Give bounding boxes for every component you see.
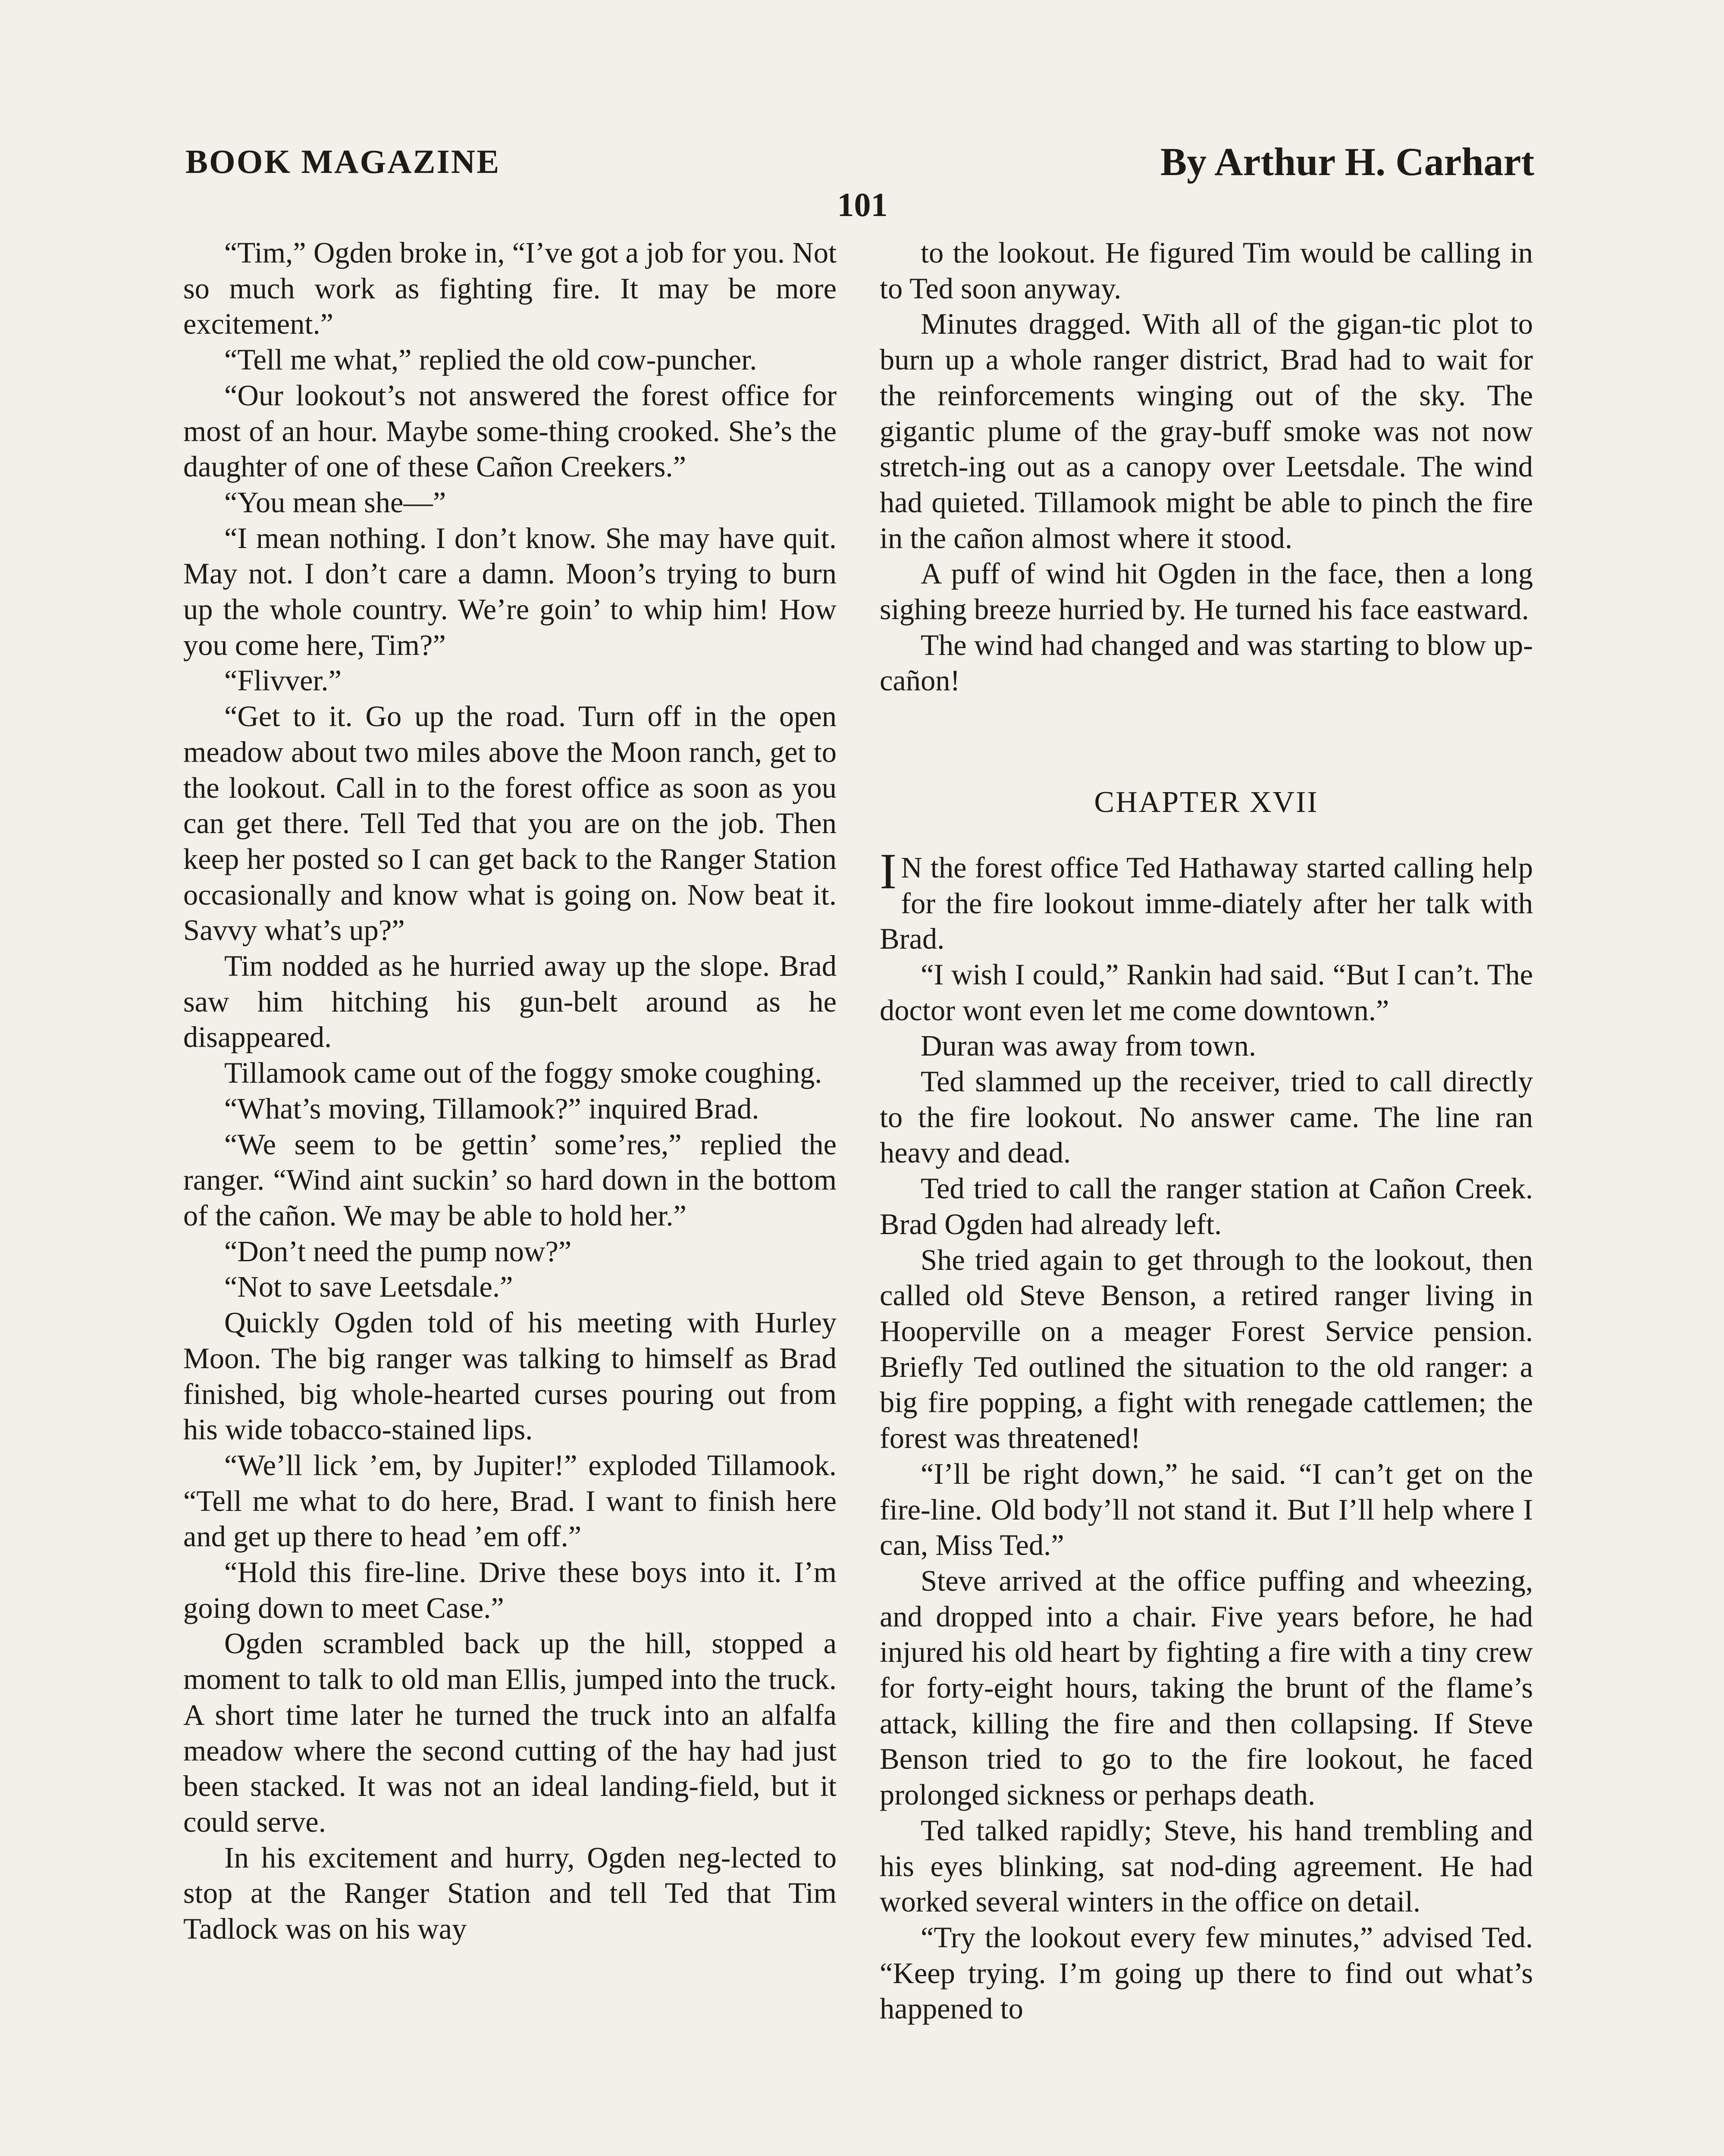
paragraph: “Don’t need the pump now?” <box>224 1235 572 1268</box>
paragraph: “We seem to be gettin’ some’res,” replied the ranger. “Wind aint suckin’ so hard down in the bottom of the cañon. We may be able to hold her.” <box>183 1128 837 1232</box>
paragraph: Minutes dragged. With all of the gigan-tic plot to burn up a whole ranger district, Brad had to wait for the reinforcements winging out of the sky. The gigantic plume of the gray-buff smoke was not now stretch-ing out as a canopy over Leetsdale. The wind had quieted. Tillamook might be able to pinch the fire in the cañon almost where it stood. <box>880 307 1533 555</box>
paragraph: “I wish I could,” Rankin had said. “But I can’t. The doctor wont even let me come downtown.” <box>880 958 1533 1027</box>
paragraph: Ogden scrambled back up the hill, stopped a moment to talk to old man Ellis, jumped into the truck. A short time later he turned the truck into an alfalfa meadow where the second cutting of the hay had just been stacked. It was not an ideal landing-field, but it could serve. <box>183 1627 837 1838</box>
paragraph: Ted talked rapidly; Steve, his hand trembling and his eyes blinking, sat nod-ding agreement. He had worked several winters in the office on detail. <box>880 1814 1533 1918</box>
paragraph: “What’s moving, Tillamook?” inquired Brad. <box>224 1092 759 1125</box>
paragraph: “Hold this fire-line. Drive these boys into it. I’m going down to meet Case.” <box>183 1556 837 1624</box>
paragraph: A puff of wind hit Ogden in the face, then a long sighing breeze hurried by. He turned his face eastward. <box>880 557 1533 626</box>
paragraph: Ted slammed up the receiver, tried to call directly to the fire lookout. No answer came. The line ran heavy and dead. <box>880 1065 1533 1169</box>
chapter-opening-text: N the forest office Ted Hathaway started calling help for the fire lookout imme-diately after her talk with Brad. <box>880 851 1533 956</box>
paragraph: The wind had changed and was starting to blow up-cañon! <box>880 628 1533 697</box>
author-byline: By Arthur H. Carhart <box>1160 140 1534 184</box>
paragraph: “I mean nothing. I don’t know. She may have quit. May not. I don’t care a damn. Moon’s trying to burn up the whole country. We’re goin’ to whip him! How you come here, Tim?” <box>183 521 837 661</box>
right-column <box>880 235 1533 2027</box>
left-column <box>183 235 837 1947</box>
paragraph: “Not to save Leetsdale.” <box>224 1270 513 1304</box>
drop-cap: I <box>880 843 897 899</box>
paragraph: “We’ll lick ’em, by Jupiter!” exploded Tillamook. “Tell me what to do here, Brad. I want to finish here and get up there to head ’em off.” <box>183 1448 837 1553</box>
paragraph: Ted tried to call the ranger station at Cañon Creek. Brad Ogden had already left. <box>880 1172 1533 1241</box>
paragraph: “You mean she—” <box>224 486 446 519</box>
paragraph: In his excitement and hurry, Ogden neg-lected to stop at the Ranger Station and tell Ted that Tim Tadlock was on his way <box>183 1841 837 1946</box>
page-number: 101 <box>837 186 888 223</box>
magazine-title: BOOK MAGAZINE <box>185 143 501 180</box>
paragraph: to the lookout. He figured Tim would be calling in to Ted soon anyway. <box>880 236 1533 305</box>
paragraph: Tim nodded as he hurried away up the slope. Brad saw him hitching his gun-belt around as he disappeared. <box>183 950 837 1054</box>
paragraph: Tillamook came out of the foggy smoke coughing. <box>224 1056 822 1090</box>
paragraph: “Get to it. Go up the road. Turn off in the open meadow about two miles above the Moon ranch, get to the lookout. Call in to the forest office as soon as you can get there. Tell Ted that you are on the job. Then keep her posted so I can get back to the Ranger Station occasionally and know what is going on. Now beat it. Savvy what’s up?” <box>183 700 837 947</box>
chapter-opening-paragraph <box>880 843 1533 957</box>
paragraph: “Our lookout’s not answered the forest office for most of an hour. Maybe some-thing crooked. She’s the daughter of one of these Cañon Creekers.” <box>183 379 837 483</box>
paragraph: “Try the lookout every few minutes,” advised Ted. “Keep trying. I’m going up there to find out what’s happened to <box>880 1921 1533 2025</box>
paragraph: “Tim,” Ogden broke in, “I’ve got a job for you. Not so much work as fighting fire. It may be more excitement.” <box>183 236 837 341</box>
paragraph: “Tell me what,” replied the old cow-puncher. <box>224 343 757 376</box>
paragraph: She tried again to get through to the lookout, then called old Steve Benson, a retired ranger living in Hooperville on a meager Forest Service pension. Briefly Ted outlined the situation to the old ranger: a big fire popping, a fight with renegade cattlemen; the forest was threatened! <box>880 1243 1533 1455</box>
chapter-heading: CHAPTER XVII <box>1094 786 1319 819</box>
paragraph: Duran was away from town. <box>921 1029 1257 1062</box>
paragraph: Steve arrived at the office puffing and wheezing, and dropped into a chair. Five years before, he had injured his old heart by fighting a fire with a tiny crew for forty-eight hours, taking the brunt of the flame’s attack, killing the fire and then collapsing. If Steve Benson tried to go to the fire lookout, he faced prolonged sickness or perhaps death. <box>880 1564 1533 1811</box>
paragraph: “I’ll be right down,” he said. “I can’t get on the fire-line. Old body’ll not stand it. But I’ll help where I can, Miss Ted.” <box>880 1457 1533 1562</box>
paragraph: “Flivver.” <box>224 664 342 697</box>
paragraph: Quickly Ogden told of his meeting with Hurley Moon. The big ranger was talking to himself as Brad finished, big whole-hearted curses pouring out from his wide tobacco-stained lips. <box>183 1306 837 1446</box>
